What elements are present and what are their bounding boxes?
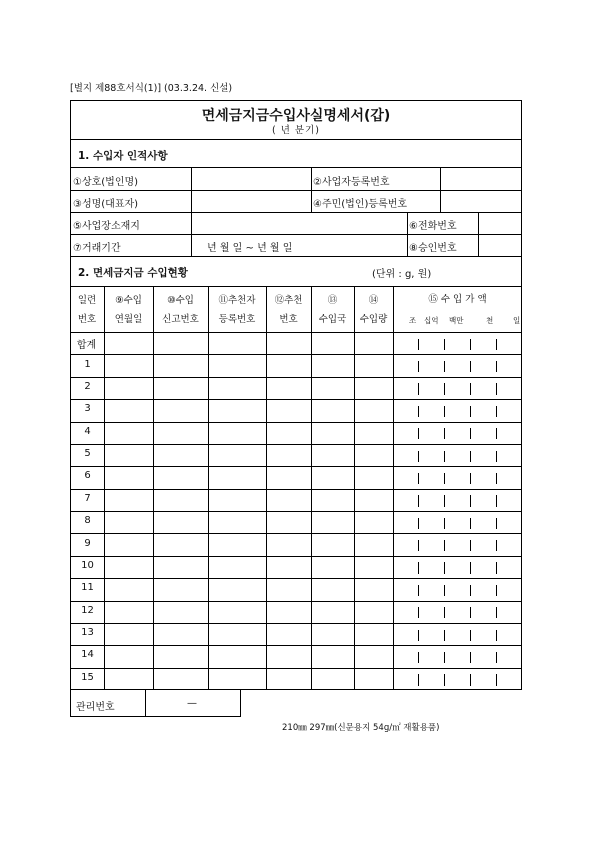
- amount-separator: [496, 406, 497, 417]
- amount-separator: [444, 473, 445, 484]
- row-number: 8: [84, 515, 91, 527]
- amount-unit-cheon: 천: [486, 316, 494, 325]
- amount-separator: [470, 562, 471, 573]
- amount-separator: [444, 652, 445, 663]
- amount-separator: [470, 495, 471, 506]
- amount-separator: [444, 607, 445, 618]
- management-label: 관리번호: [76, 702, 115, 713]
- amount-separator: [496, 674, 497, 685]
- amount-separator: [470, 518, 471, 529]
- field-label-approval: ⑧승인번호: [409, 243, 457, 254]
- amount-separator: [496, 495, 497, 506]
- amount-separator: [418, 406, 419, 417]
- amount-separator: [444, 361, 445, 372]
- amount-separator: [470, 428, 471, 439]
- amount-separator: [470, 607, 471, 618]
- amount-separator: [444, 518, 445, 529]
- amount-unit-il: 일: [513, 316, 521, 325]
- amount-separator: [418, 585, 419, 596]
- col-header-quantity: ⑭ 수입량: [359, 295, 388, 325]
- field-label-name: ③성명(대표자): [73, 199, 139, 210]
- section2-heading: 2. 면세금지금 수입현황: [78, 267, 188, 279]
- amount-separator: [418, 361, 419, 372]
- row-number: 9: [84, 537, 91, 549]
- amount-separator: [496, 428, 497, 439]
- amount-separator: [418, 540, 419, 551]
- amount-separator: [418, 562, 419, 573]
- amount-unit-jo: 조: [409, 316, 417, 325]
- amount-separator: [470, 339, 471, 350]
- row-number: 14: [81, 649, 94, 661]
- amount-separator: [444, 630, 445, 641]
- amount-separator: [444, 406, 445, 417]
- amount-separator: [444, 674, 445, 685]
- amount-separator: [418, 451, 419, 462]
- amount-separator: [470, 473, 471, 484]
- amount-separator: [470, 585, 471, 596]
- row-total-label: 합계: [76, 340, 97, 352]
- amount-separator: [496, 451, 497, 462]
- amount-separator: [470, 652, 471, 663]
- amount-separator: [470, 451, 471, 462]
- amount-separator: [418, 630, 419, 641]
- amount-separator: [444, 562, 445, 573]
- amount-separator: [418, 652, 419, 663]
- amount-separator: [418, 383, 419, 394]
- amount-separator: [496, 652, 497, 663]
- unit-note: (단위 : g, 원): [372, 269, 432, 280]
- amount-separator: [418, 339, 419, 350]
- amount-separator: [444, 495, 445, 506]
- amount-separator: [470, 540, 471, 551]
- page-title: 면세금지금수입사실명세서(갑): [201, 108, 391, 124]
- amount-separator: [496, 473, 497, 484]
- row-number: 2: [84, 380, 91, 392]
- field-label-phone: ⑥전화번호: [409, 221, 457, 232]
- field-label-company: ①상호(법인명): [73, 177, 139, 188]
- col-header-amount: ⑮ 수 입 가 액: [428, 294, 487, 305]
- amount-separator: [418, 607, 419, 618]
- col-header-import-date: ⑨수입 연월일: [114, 295, 143, 325]
- form-code: [별지 제88호서식(1)] (03.3.24. 신설): [70, 83, 233, 94]
- field-label-business-reg: ②사업자등록번호: [313, 177, 390, 188]
- field-label-resident-reg: ④주민(법인)등록번호: [313, 199, 408, 210]
- amount-separator: [496, 383, 497, 394]
- row-number: 5: [84, 448, 91, 460]
- amount-separator: [470, 406, 471, 417]
- amount-separator: [418, 428, 419, 439]
- section1-heading: 1. 수입자 인적사항: [78, 150, 168, 162]
- amount-separator: [444, 428, 445, 439]
- row-number: 12: [81, 604, 94, 616]
- row-number: 6: [84, 470, 91, 482]
- row-number: 4: [84, 425, 91, 437]
- management-value: —: [187, 698, 197, 709]
- field-label-address: ⑤사업장소재지: [73, 221, 140, 232]
- amount-separator: [496, 361, 497, 372]
- amount-separator: [496, 607, 497, 618]
- amount-separator: [496, 630, 497, 641]
- amount-separator: [444, 585, 445, 596]
- amount-separator: [444, 451, 445, 462]
- col-header-recommender-reg: ⑪추천자 등록번호: [218, 295, 256, 325]
- form-frame: [70, 100, 522, 690]
- period-subtitle: ( 년 분기): [272, 125, 320, 136]
- row-number: 10: [81, 559, 94, 571]
- amount-separator: [444, 540, 445, 551]
- amount-separator: [496, 562, 497, 573]
- amount-separator: [418, 473, 419, 484]
- amount-separator: [470, 630, 471, 641]
- row-number: 3: [84, 403, 91, 415]
- row-number: 13: [81, 627, 94, 639]
- amount-separator: [470, 674, 471, 685]
- amount-separator: [470, 361, 471, 372]
- amount-separator: [496, 540, 497, 551]
- amount-separator: [418, 674, 419, 685]
- amount-separator: [496, 585, 497, 596]
- amount-unit-baekman: 백만: [449, 316, 464, 325]
- row-number: 1: [84, 358, 91, 370]
- col-header-declaration-no: ⑩수입 신고번호: [162, 295, 199, 325]
- row-number: 15: [81, 671, 94, 683]
- row-number: 7: [84, 492, 91, 504]
- amount-separator: [496, 518, 497, 529]
- paper-note: 210㎜ 297㎜(신문용지 54g/㎡ 재활용품): [282, 723, 440, 733]
- amount-separator: [444, 339, 445, 350]
- field-label-period: ⑦거래기간: [73, 243, 121, 254]
- amount-unit-sipeok: 십억: [424, 316, 439, 325]
- col-header-country: ⑬ 수입국: [318, 295, 347, 325]
- trade-period-value: 년 월 일 ~ 년 월 일: [207, 243, 293, 254]
- amount-separator: [470, 383, 471, 394]
- col-header-serial: 일련 번호: [77, 295, 97, 325]
- row-number: 11: [81, 582, 94, 594]
- amount-separator: [444, 383, 445, 394]
- amount-separator: [418, 495, 419, 506]
- col-header-recommend-no: ⑫추천 번호: [274, 295, 303, 325]
- amount-separator: [496, 339, 497, 350]
- amount-separator: [418, 518, 419, 529]
